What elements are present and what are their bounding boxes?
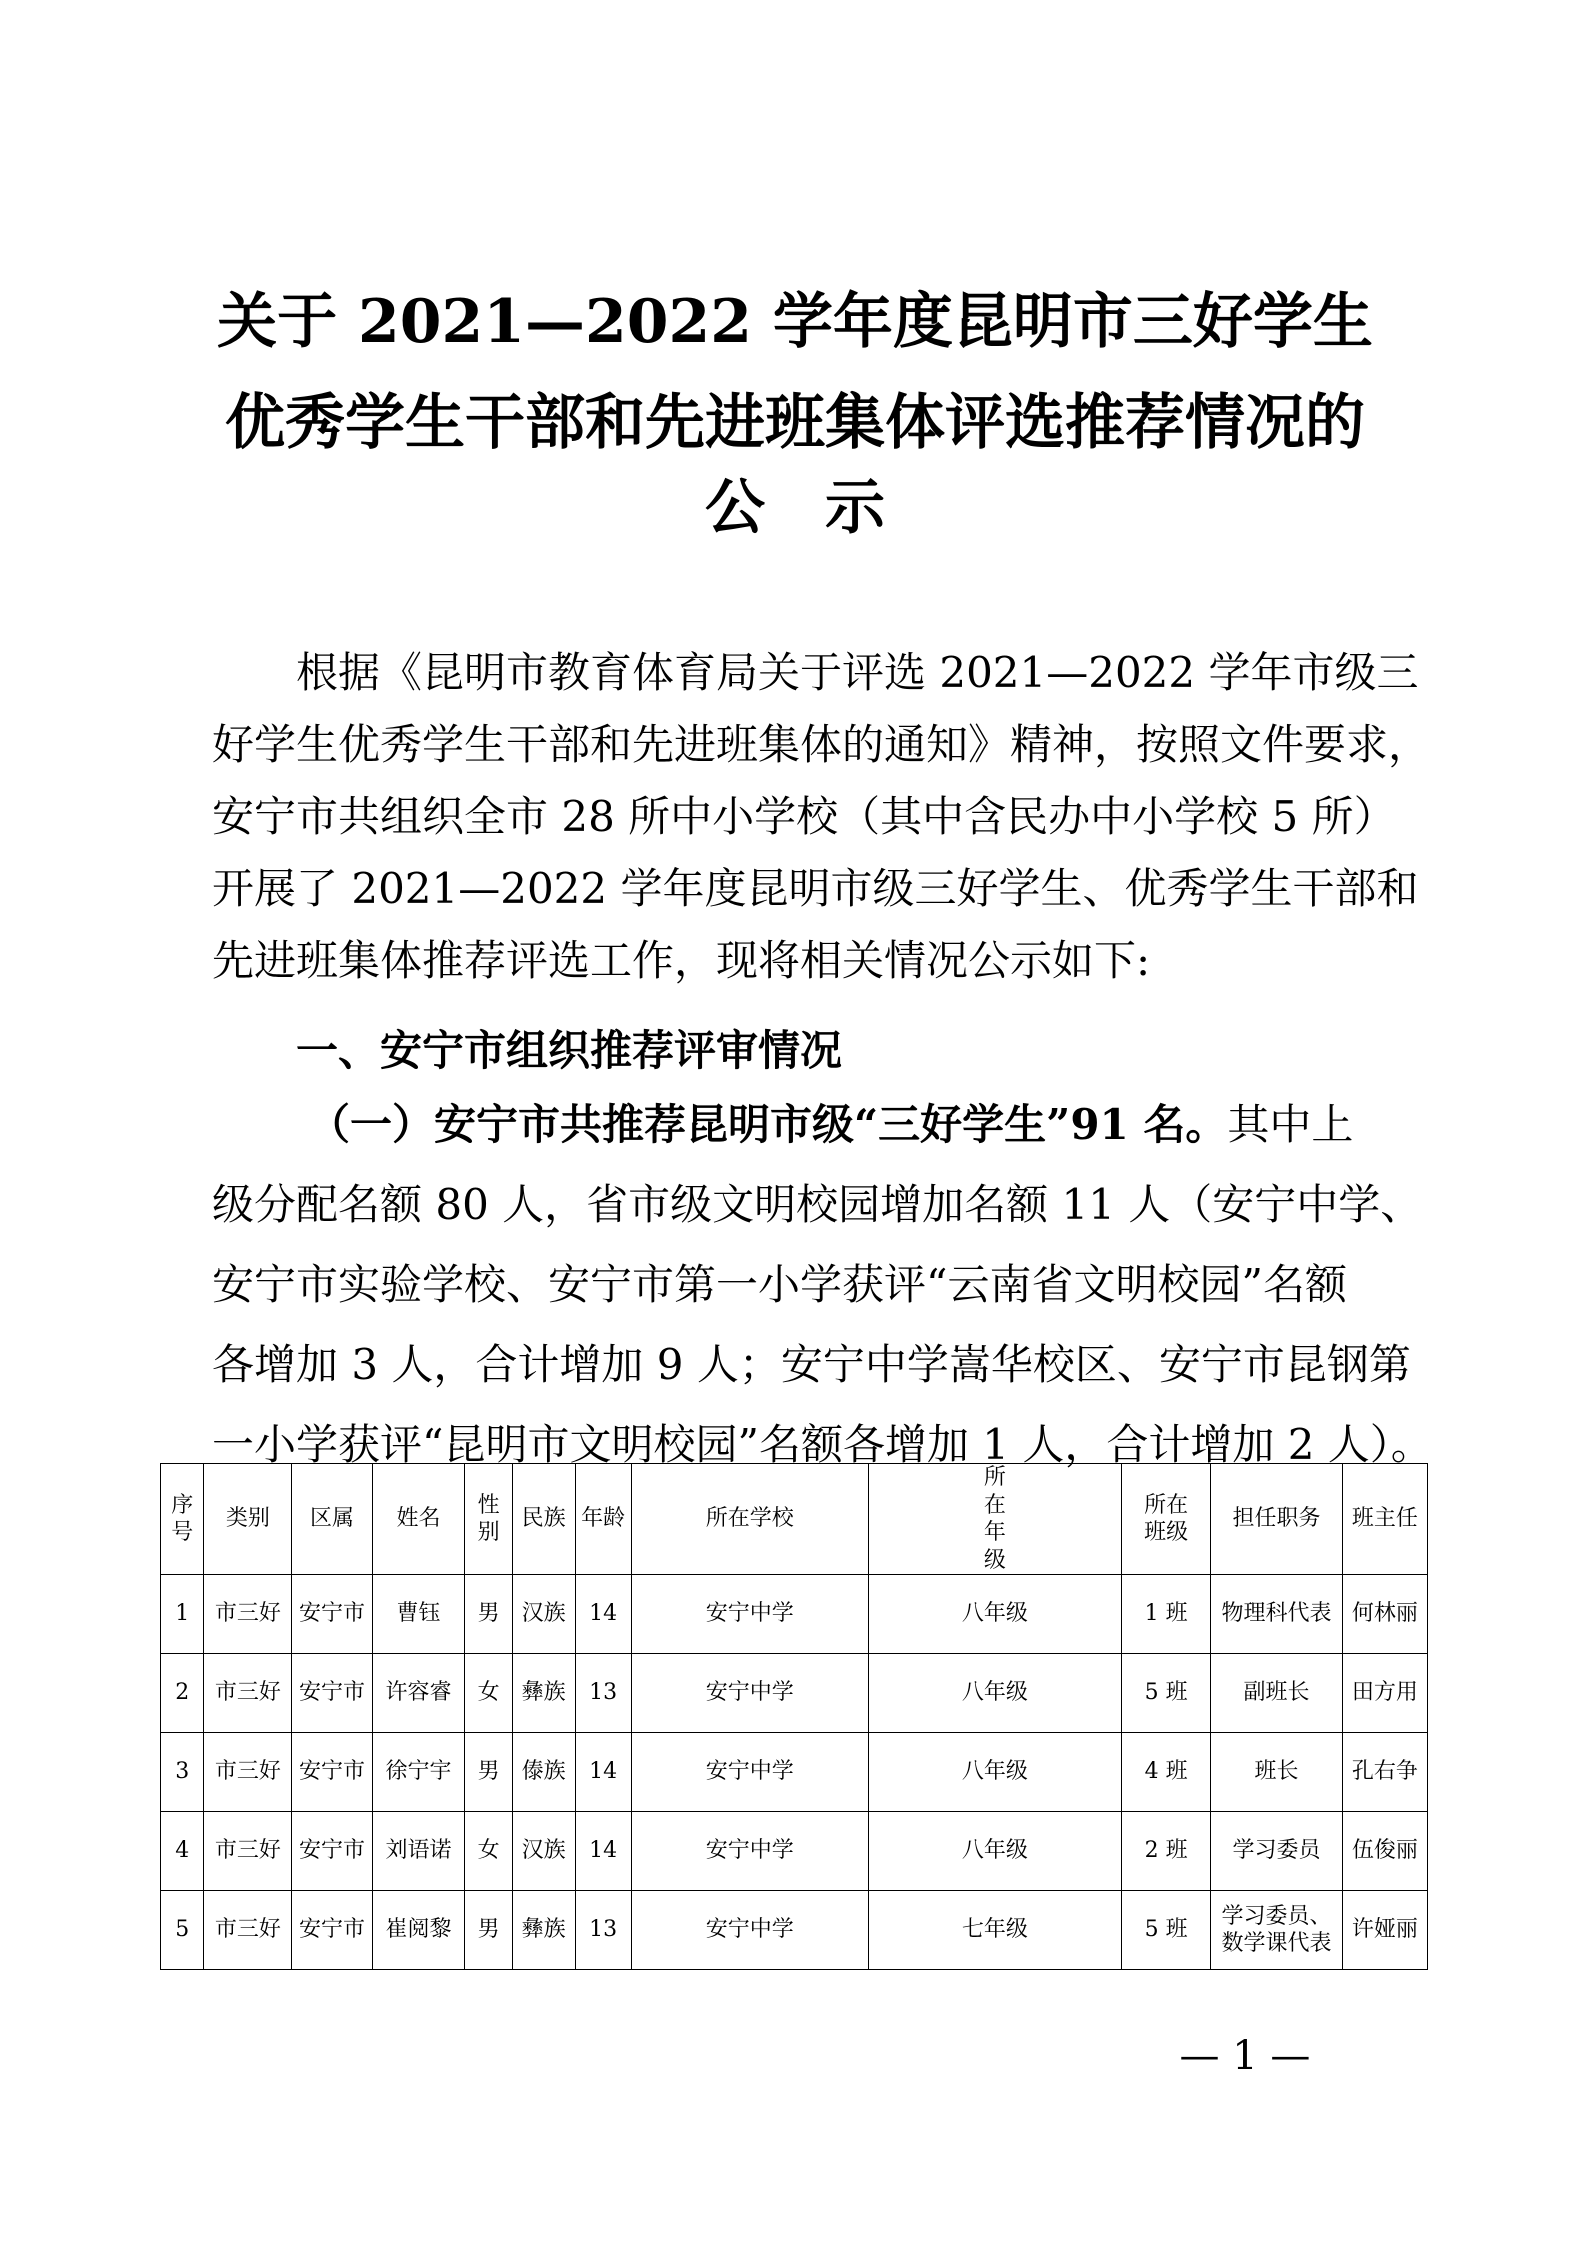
header-cell: 年龄 (575, 1464, 631, 1575)
table-header-row (161, 1464, 1428, 1575)
table-cell: 1 班 (1122, 1575, 1211, 1654)
table-cell: 何林丽 (1342, 1575, 1427, 1654)
header-cell: 所在班级 (1122, 1464, 1211, 1575)
table-cell: 女 (465, 1654, 512, 1733)
header-cell: 所在学校 (631, 1464, 868, 1575)
table-row (161, 1654, 1428, 1733)
table-cell: 许容睿 (372, 1654, 465, 1733)
sub-heading-1 (212, 1100, 1483, 1149)
intro-line-2: 好学生优秀学生干部和先进班集体的通知》精神，按照文件要求， (212, 720, 1431, 769)
table-cell: 男 (465, 1575, 512, 1654)
table-cell: 市三好 (204, 1654, 292, 1733)
table-cell: 田方用 (1342, 1654, 1427, 1733)
table-cell: 伍俊丽 (1342, 1812, 1427, 1891)
table-cell: 汉族 (512, 1812, 575, 1891)
table-row (161, 1575, 1428, 1654)
table-cell: 八年级 (868, 1733, 1121, 1812)
sub-line-2: 安宁市实验学校、安宁市第一小学获评“云南省文明校园”名额 (212, 1260, 1347, 1309)
header-cell: 性别 (465, 1464, 512, 1575)
table-cell: 班长 (1211, 1733, 1343, 1812)
table-cell: 5 (161, 1891, 204, 1970)
title-line-3: 公示 (705, 473, 945, 543)
header-cell: 担任职务 (1211, 1464, 1343, 1575)
sub-heading-lead: （一）安宁市共推荐昆明市级“三好学生”91 名。 (308, 1100, 1228, 1149)
table-cell: 彝族 (512, 1891, 575, 1970)
table-cell: 4 (161, 1812, 204, 1891)
table-cell: 安宁中学 (631, 1733, 868, 1812)
table-cell: 安宁中学 (631, 1812, 868, 1891)
table-cell: 安宁中学 (631, 1891, 868, 1970)
table-cell: 女 (465, 1812, 512, 1891)
table-cell: 八年级 (868, 1654, 1121, 1733)
intro-line-1: 根据《昆明市教育体育局关于评选 2021—2022 学年市级三 (296, 648, 1419, 697)
section-heading-1: 一、安宁市组织推荐评审情况 (296, 1026, 843, 1075)
table-cell: 市三好 (204, 1575, 292, 1654)
table-row (161, 1891, 1428, 1970)
table-cell: 物理科代表 (1211, 1575, 1343, 1654)
table-cell: 七年级 (868, 1891, 1121, 1970)
table-cell: 安宁市 (292, 1733, 372, 1812)
table-row (161, 1733, 1428, 1812)
table-cell: 孔右争 (1342, 1733, 1427, 1812)
table-cell: 汉族 (512, 1575, 575, 1654)
header-cell: 班主任 (1342, 1464, 1427, 1575)
table-body (161, 1575, 1428, 1970)
table-cell: 男 (465, 1891, 512, 1970)
table-cell: 市三好 (204, 1733, 292, 1812)
table-cell: 崔阅黎 (372, 1891, 465, 1970)
header-cell: 区属 (292, 1464, 372, 1575)
table-cell: 学习委员 (1211, 1812, 1343, 1891)
title-line-2: 优秀学生干部和先进班集体评选推荐情况的 (225, 388, 1365, 458)
table-cell: 市三好 (204, 1812, 292, 1891)
table-cell: 14 (575, 1733, 631, 1812)
table-cell: 2 班 (1122, 1812, 1211, 1891)
page-number: — 1 — (1179, 2033, 1311, 2079)
sub-heading-rest: 其中上 (1227, 1100, 1354, 1149)
table-cell: 安宁市 (292, 1575, 372, 1654)
table-cell: 13 (575, 1654, 631, 1733)
table-cell: 安宁市 (292, 1654, 372, 1733)
table-cell: 彝族 (512, 1654, 575, 1733)
header-cell: 类别 (204, 1464, 292, 1575)
intro-line-5: 先进班集体推荐评选工作，现将相关情况公示如下: (212, 936, 1151, 985)
student-table (160, 1463, 1428, 1970)
intro-line-3: 安宁市共组织全市 28 所中小学校（其中含民办中小学校 5 所） (212, 792, 1396, 841)
table-cell: 安宁中学 (631, 1654, 868, 1733)
sub-line-4: 一小学获评“昆明市文明校园”名额各增加 1 人，合计增加 2 人）。 (212, 1420, 1433, 1469)
table-cell: 男 (465, 1733, 512, 1812)
intro-line-4: 开展了 2021—2022 学年度昆明市级三好学生、优秀学生干部和 (212, 864, 1419, 913)
table-cell: 13 (575, 1891, 631, 1970)
table-cell: 八年级 (868, 1575, 1121, 1654)
table-row (161, 1812, 1428, 1891)
table-cell: 安宁中学 (631, 1575, 868, 1654)
table-cell: 学习委员、数学课代表 (1211, 1891, 1343, 1970)
table-cell: 许娅丽 (1342, 1891, 1427, 1970)
table-cell: 安宁市 (292, 1812, 372, 1891)
header-cell: 姓名 (372, 1464, 465, 1575)
table-cell: 傣族 (512, 1733, 575, 1812)
table-cell: 1 (161, 1575, 204, 1654)
sub-line-1: 级分配名额 80 人，省市级文明校园增加名额 11 人（安宁中学、 (212, 1180, 1423, 1229)
sub-line-3: 各增加 3 人，合计增加 9 人；安宁中学嵩华校区、安宁市昆钢第 (212, 1340, 1411, 1389)
table-cell: 市三好 (204, 1891, 292, 1970)
table-cell: 4 班 (1122, 1733, 1211, 1812)
table-cell: 刘语诺 (372, 1812, 465, 1891)
table-cell: 2 (161, 1654, 204, 1733)
table-cell: 安宁市 (292, 1891, 372, 1970)
title-line-1: 关于 2021—2022 学年度昆明市三好学生 (217, 287, 1373, 357)
table-cell: 14 (575, 1812, 631, 1891)
header-cell: 序号 (161, 1464, 204, 1575)
table-cell: 3 (161, 1733, 204, 1812)
header-cell: 民族 (512, 1464, 575, 1575)
table-cell: 5 班 (1122, 1654, 1211, 1733)
table-cell: 副班长 (1211, 1654, 1343, 1733)
table-cell: 5 班 (1122, 1891, 1211, 1970)
table-cell: 徐宁宇 (372, 1733, 465, 1812)
table-cell: 14 (575, 1575, 631, 1654)
table-cell: 八年级 (868, 1812, 1121, 1891)
header-cell: 所在年级 (868, 1464, 1121, 1575)
table-cell: 曹钰 (372, 1575, 465, 1654)
